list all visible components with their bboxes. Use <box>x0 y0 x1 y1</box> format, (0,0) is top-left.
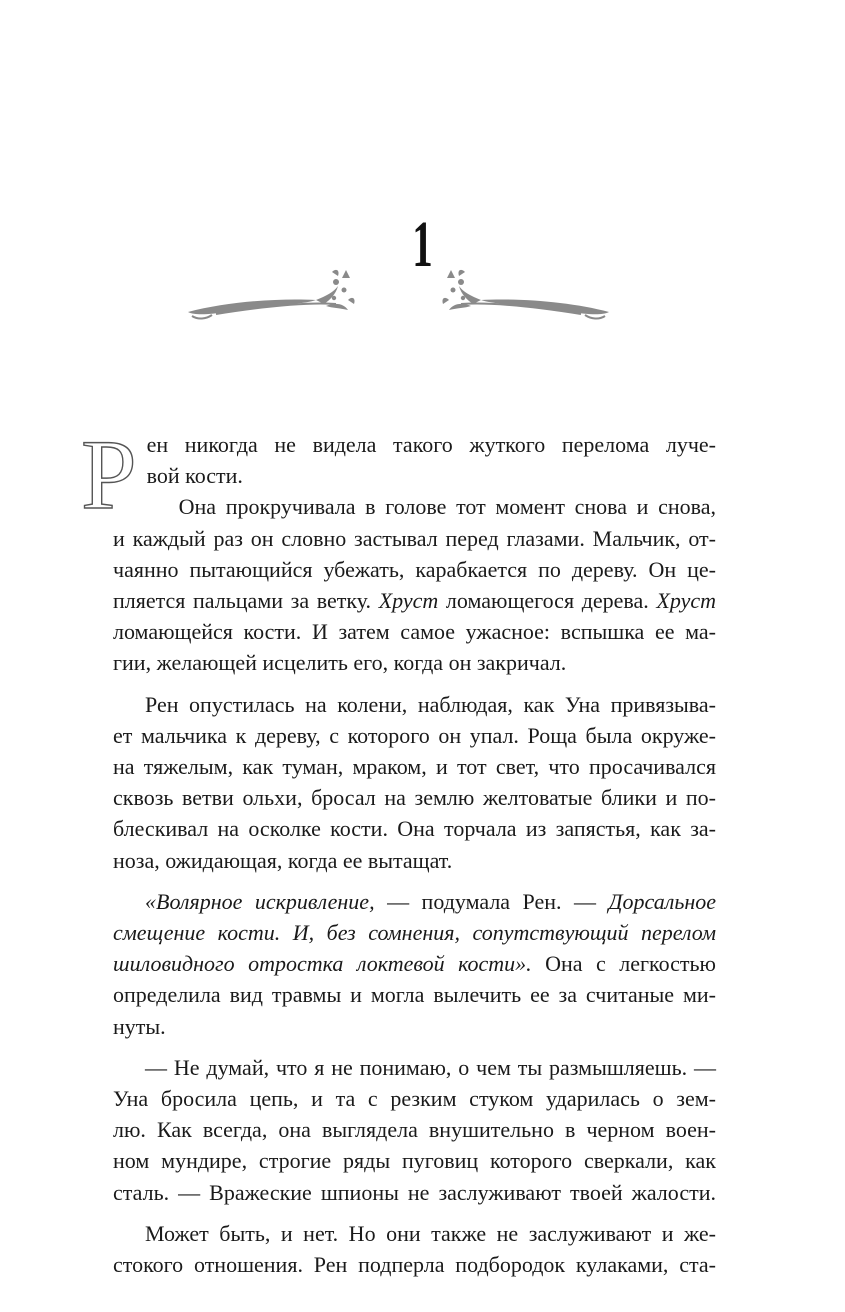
text-line: блескивал на осколке кости. Она торчала из запястья, как за- <box>113 816 716 842</box>
text-line: чаянно пытающийся убежать, карабкается по дереву. Он це- <box>113 556 716 582</box>
text-line: Уна бросила цепь, и та с резким стуком ударилась о зем- <box>113 1086 716 1112</box>
text-line: и каждый раз он словно застывал перед глазами. Мальчик, от- <box>113 525 716 551</box>
text-line: стокого отношения. Рен подперла подбородок кулаками, ста- <box>113 1252 716 1278</box>
text-line: шиловидного отростка локтевой кости». Она с легкостью <box>113 951 716 977</box>
chapter-number: 1 <box>412 208 433 281</box>
paragraph <box>81 1052 716 1208</box>
text-line: определила вид травмы и могла вылечить ее за считаные ми- <box>113 982 716 1008</box>
text-line: гии, желающей исцелить его, когда он закричал. <box>113 650 567 676</box>
text-line: смещение кости. И, без сомнения, сопутствующий перелом <box>113 920 716 946</box>
text-line: — Не думай, что я не понимаю, о чем ты размышляешь. — <box>145 1054 716 1080</box>
text-line: ном мундире, строгие ряды пуговиц которого сверкали, как <box>113 1148 716 1174</box>
text-line: Рен опустилась на колени, наблюдая, как Уна привязыва- <box>145 691 716 717</box>
drop-cap: Р <box>81 419 137 530</box>
text-line: ен никогда не видела такого жуткого перелома луче- <box>146 432 716 457</box>
text-line: Она прокручивала в голове тот момент снова и снова, <box>178 494 716 520</box>
text-line: лю. Как всегда, она выглядела внушительно в черном воен- <box>113 1117 716 1143</box>
text-line: сквозь ветви ольхи, бросал на землю желтоватые блики и по- <box>113 785 716 811</box>
text-line: вой кости. <box>146 463 243 489</box>
text-line: пляется пальцами за ветку. Хруст ломающегося дерева. Хруст <box>113 588 716 614</box>
paragraph <box>81 689 716 876</box>
text-line: нуты. <box>113 1013 166 1039</box>
chapter-text <box>81 419 717 1280</box>
text-line: сталь. — Вражеские шпионы не заслуживают твоей жалости. <box>113 1179 716 1205</box>
chapter-ornament <box>186 262 611 326</box>
text-line: Может быть, и нет. Но они также не заслуживают и же- <box>145 1220 716 1246</box>
text-line: на тяжелым, как туман, мраком, и тот свет, что просачивался <box>113 754 716 780</box>
text-line: ет мальчика к дереву, с которого он упал. Роща была окруже- <box>113 722 716 748</box>
text-line: ломающейся кости. И затем самое ужасное: вспышка ее ма- <box>113 619 716 645</box>
text-line: «Волярное искривление, — подумала Рен. — Дорсальное <box>145 888 717 914</box>
paragraph <box>81 886 716 1042</box>
paragraph <box>81 1218 716 1280</box>
text-line: ноза, ожидающая, когда ее вытащат. <box>113 847 453 873</box>
paragraph <box>81 491 716 678</box>
